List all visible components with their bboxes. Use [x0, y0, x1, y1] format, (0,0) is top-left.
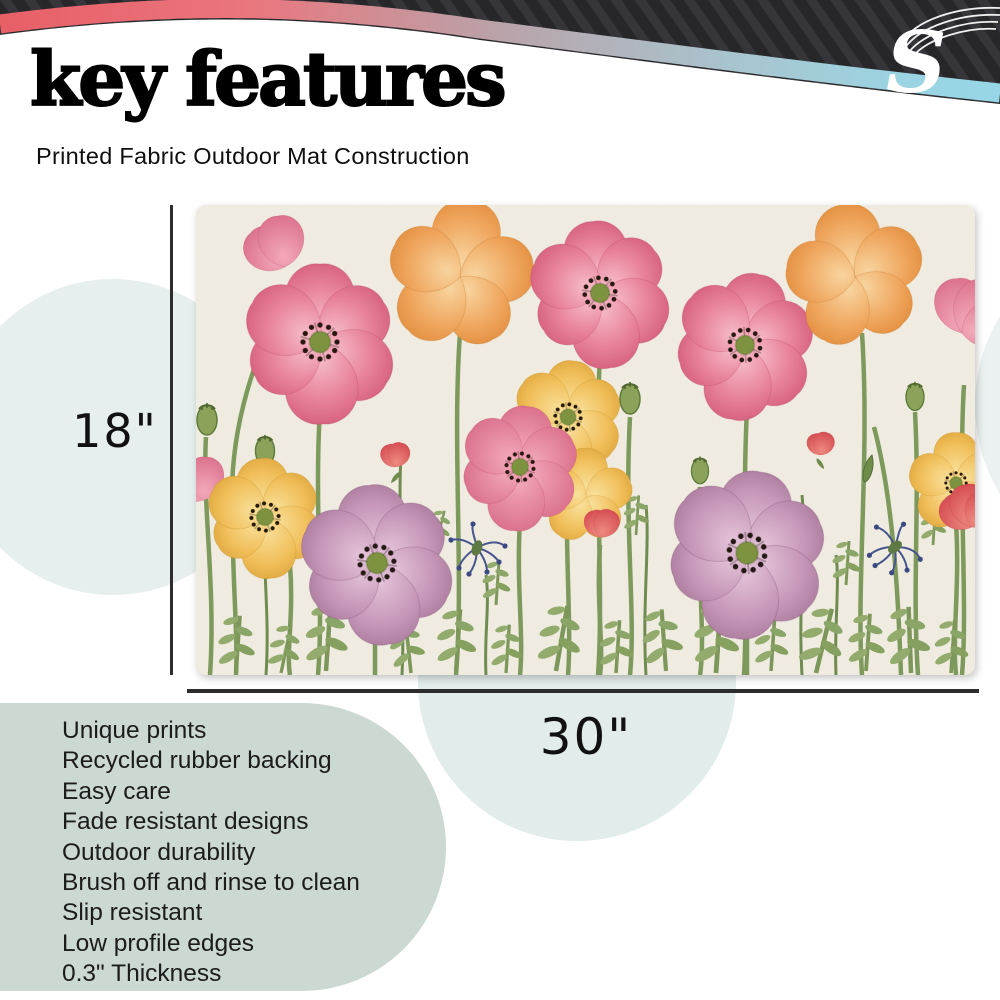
logo-letter: S [886, 13, 947, 112]
feature-item: Easy care [62, 777, 171, 805]
feature-item: Outdoor durability [62, 838, 256, 866]
feature-list [62, 716, 360, 990]
feature-item: Unique prints [62, 717, 207, 744]
feature-item: Brush off and rinse to clean [62, 869, 360, 897]
page-title: key features [30, 37, 504, 123]
feature-item: Recycled rubber backing [62, 747, 332, 775]
height-dimension-label: 18" [72, 404, 158, 458]
feature-item: Low profile edges [62, 929, 255, 957]
feature-item: Fade resistant designs [62, 808, 309, 836]
feature-item: 0.3" Thickness [62, 960, 222, 988]
width-dimension-label: 30" [539, 708, 633, 766]
page-subtitle: Printed Fabric Outdoor Mat Construction [36, 143, 470, 169]
feature-item: Slip resistant [62, 899, 203, 927]
product-image [196, 205, 975, 675]
width-dimension-line [187, 689, 979, 693]
decor-circle-right [975, 235, 1000, 575]
watercolor-poppy-flowers-mat-icon [196, 205, 975, 675]
